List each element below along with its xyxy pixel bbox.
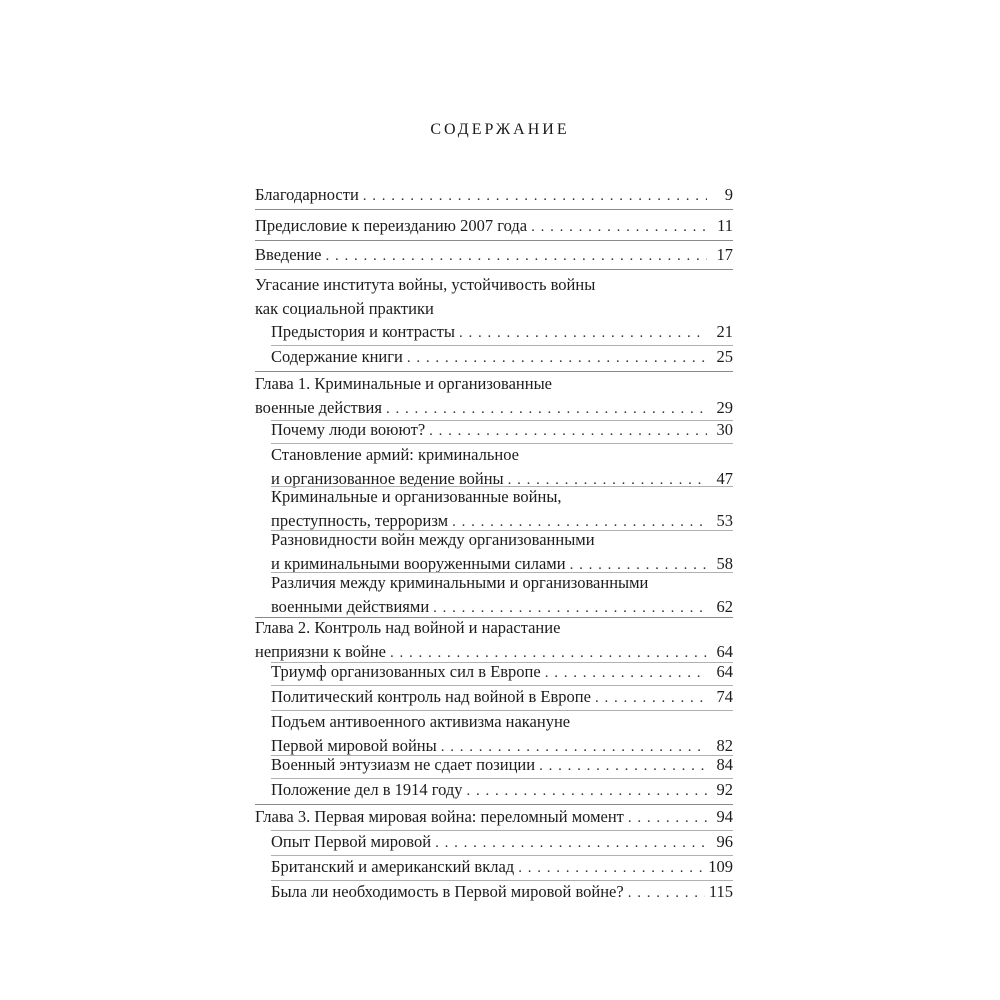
toc-entry-political-control[interactable]: [271, 685, 733, 710]
dot-leader: [545, 661, 707, 685]
toc-page-number: 92: [716, 780, 733, 799]
toc-entry-label-continued: и криминальными вооруженными силами: [271, 554, 566, 573]
toc-entry-label: Глава 2. Контроль над войной и нарастание: [255, 618, 561, 637]
toc-entry-label-continued: Первой мировой войны: [271, 736, 437, 755]
toc-entry-chapter-3[interactable]: [255, 805, 733, 830]
dot-leader: [407, 346, 707, 370]
toc-page-number: 53: [716, 511, 733, 530]
dot-leader: [435, 831, 707, 855]
toc-page-number: 115: [708, 882, 733, 901]
toc-page-number: 94: [716, 807, 733, 826]
toc-page-number: 84: [716, 755, 733, 774]
toc-entry-label: Была ли необходимость в Первой мировой войне?: [271, 882, 624, 901]
toc-page-number: 74: [716, 687, 733, 706]
dot-leader: [531, 215, 707, 239]
toc-entry-label: Политический контроль над войной в Европе: [271, 687, 591, 706]
divider: [255, 269, 733, 270]
toc-entry-label: Содержание книги: [271, 347, 403, 366]
toc-entry-label: Криминальные и организованные войны,: [271, 487, 562, 506]
toc-entry-label: Предисловие к переизданию 2007 года: [255, 216, 528, 235]
toc-entry-military-enthusiasm[interactable]: [271, 753, 733, 778]
toc-entry-why-people-fight[interactable]: [271, 418, 733, 443]
toc-entry-ww1-experience[interactable]: [271, 830, 733, 855]
dot-leader: [518, 856, 704, 880]
page-title: содержание: [430, 114, 570, 139]
toc-entry-label: Почему люди воюют?: [271, 420, 426, 439]
divider: [255, 209, 733, 210]
toc-entry-decline-section[interactable]: [255, 273, 733, 321]
toc-page-number: 82: [716, 736, 733, 755]
dot-leader: [628, 881, 705, 905]
toc-entry-label: Положение дел в 1914 году: [271, 780, 463, 799]
toc-entry-label: Благодарности: [255, 185, 359, 204]
toc-entry-label: Подъем антивоенного активизма накануне: [271, 712, 571, 731]
toc-page-number: 29: [716, 398, 733, 417]
toc-entry-was-it-necessary[interactable]: [271, 880, 733, 905]
toc-entry-label: Угасание института войны, устойчивость войны: [255, 275, 596, 294]
dot-leader: [539, 754, 707, 778]
dot-leader: [459, 321, 707, 345]
dot-leader: [628, 806, 707, 830]
toc-entry-antiwar-activism[interactable]: [271, 710, 733, 759]
toc-page-number: 58: [716, 554, 733, 573]
dot-leader: [363, 184, 707, 208]
toc-entry-label-continued: военными действиями: [271, 597, 430, 616]
toc-entry-differences[interactable]: [271, 571, 733, 620]
toc-entry-label: Глава 3. Первая мировая война: переломный момент: [255, 807, 624, 826]
divider: [255, 240, 733, 241]
toc-entry-label-continued: преступность, терроризм: [271, 511, 449, 530]
toc-entry-introduction[interactable]: [255, 243, 733, 268]
toc-entry-label: Глава 1. Криминальные и организованные: [255, 374, 552, 393]
dot-leader: [467, 779, 707, 803]
toc-entry-label: Предыстория и контрасты: [271, 322, 455, 341]
toc-page-number: 96: [716, 832, 733, 851]
toc-entry-background[interactable]: [271, 320, 733, 345]
toc-entry-war-varieties[interactable]: [271, 528, 733, 577]
toc-entry-label: Британский и американский вклад: [271, 857, 515, 876]
toc-page-number: 9: [724, 185, 733, 204]
toc-page-number: 47: [716, 469, 733, 488]
toc-entry-label: Разновидности войн между организованными: [271, 530, 595, 549]
toc-page-number: 109: [708, 857, 733, 876]
toc-page-number: 25: [716, 347, 733, 366]
toc-entry-label-continued: как социальной практики: [255, 299, 434, 318]
toc-page-number: 62: [716, 597, 733, 616]
toc-entry-triumph[interactable]: [271, 660, 733, 685]
dot-leader: [326, 244, 707, 268]
toc-entry-label-continued: военные действия: [255, 398, 382, 417]
toc-entry-label-continued: и организованное ведение войны: [271, 469, 504, 488]
toc-entry-preface[interactable]: [255, 214, 733, 239]
toc-entry-label: Становление армий: криминальное: [271, 445, 520, 464]
toc-page-number: 11: [717, 216, 733, 235]
toc-entry-label: Триумф организованных сил в Европе: [271, 662, 541, 681]
toc-entry-label: Введение: [255, 245, 322, 264]
toc-entry-chapter-1[interactable]: [255, 372, 733, 421]
toc-entry-state-1914[interactable]: [271, 778, 733, 803]
toc-page-number: 64: [716, 642, 733, 661]
toc-entry-criminal-organized-wars[interactable]: [271, 485, 733, 534]
toc-entry-label: Различия между криминальными и организованными: [271, 573, 649, 592]
dot-leader: [429, 419, 707, 443]
toc-page-number: 17: [716, 245, 733, 264]
toc-page-number: 21: [716, 322, 733, 341]
toc-entry-label: Военный энтузиазм не сдает позиции: [271, 755, 536, 774]
toc-page-number: 30: [716, 420, 733, 439]
toc-entry-chapter-2[interactable]: [255, 616, 733, 665]
toc-entry-british-american[interactable]: [271, 855, 733, 880]
dot-leader: [595, 686, 707, 710]
toc-page-number: 64: [716, 662, 733, 681]
toc-entry-acknowledgements[interactable]: [255, 183, 733, 208]
toc-entry-label: Опыт Первой мировой: [271, 832, 432, 851]
toc-entry-book-contents[interactable]: [271, 345, 733, 370]
toc-entry-label-continued: неприязни к войне: [255, 642, 387, 661]
